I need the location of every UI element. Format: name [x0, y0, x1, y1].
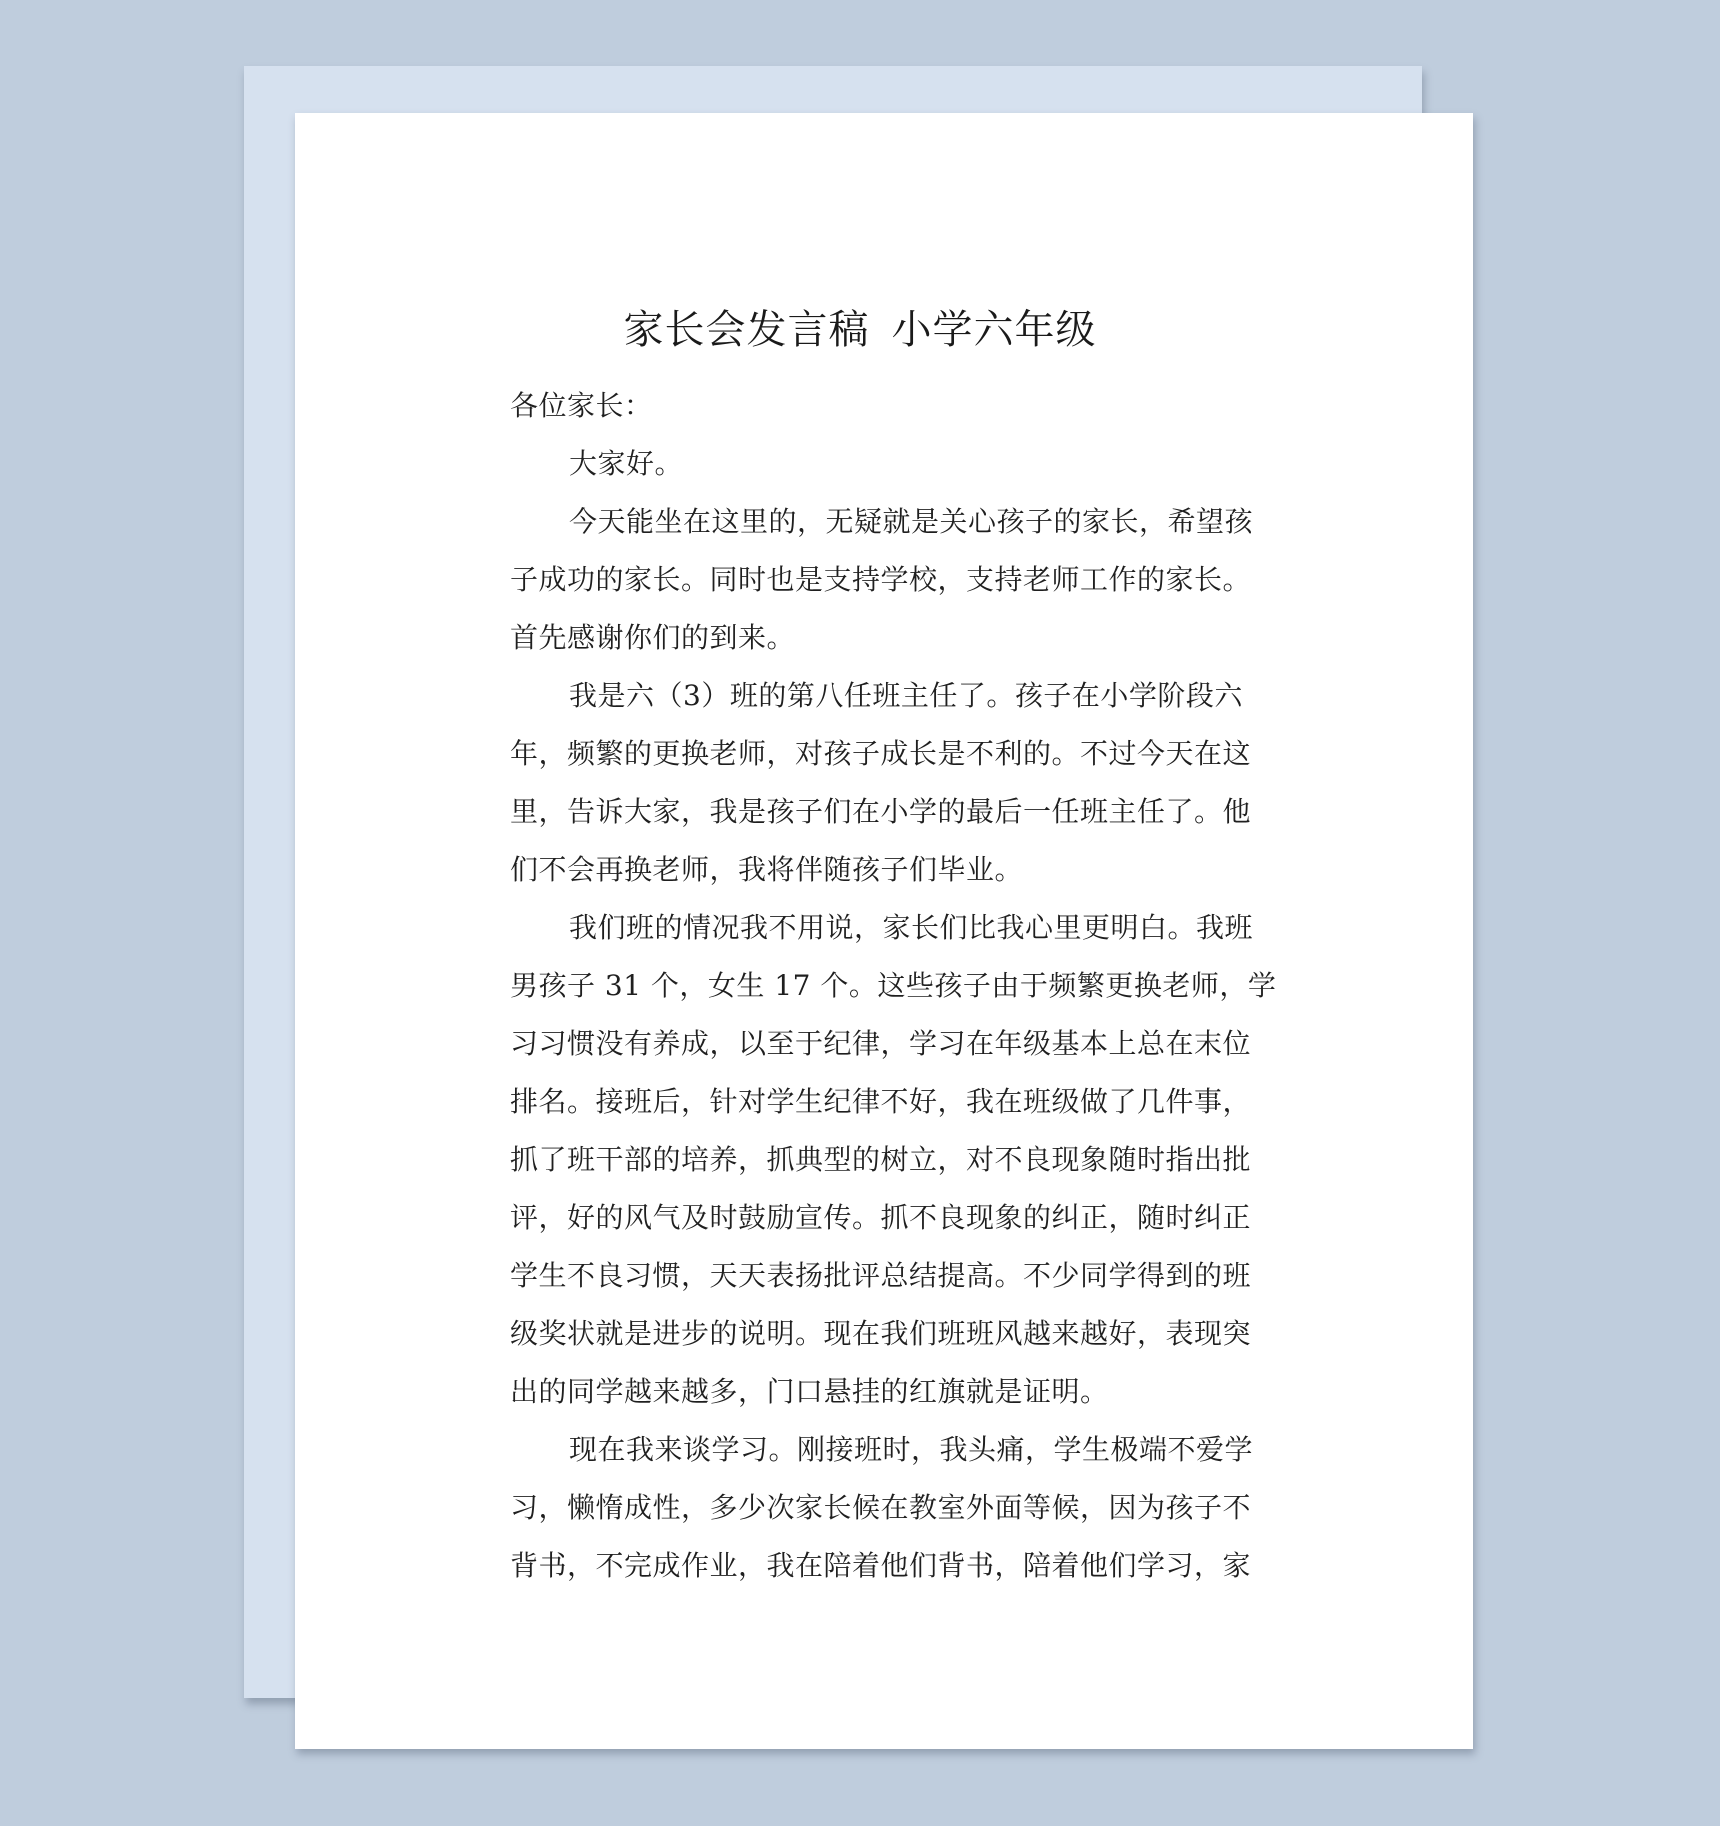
text-line: 排名。接班后，针对学生纪律不好，我在班级做了几件事， [510, 1085, 1252, 1118]
text-line: 首先感谢你们的到来。 [510, 621, 796, 654]
text-line: 今天能坐在这里的，无疑就是关心孩子的家长，希望孩 [569, 505, 1254, 538]
text-line: 级奖状就是进步的说明。现在我们班班风越来越好，表现突 [510, 1317, 1252, 1350]
text-line: 男孩子 31 个，女生 17 个。这些孩子由于频繁更换老师，学 [510, 969, 1277, 1002]
text-line: 我是六（3）班的第八任班主任了。孩子在小学阶段六 [569, 679, 1243, 712]
salutation: 各位家长： [510, 389, 653, 422]
document-body [510, 377, 1310, 1595]
text-line: 学生不良习惯，天天表扬批评总结提高。不少同学得到的班 [510, 1259, 1252, 1292]
text-line: 子成功的家长。同时也是支持学校，支持老师工作的家长。 [510, 563, 1252, 596]
document-title [0, 304, 1720, 356]
body-lines [510, 435, 1310, 1595]
text-line: 习习惯没有养成，以至于纪律，学习在年级基本上总在末位 [510, 1027, 1252, 1060]
text-line: 里，告诉大家，我是孩子们在小学的最后一任班主任了。他 [510, 795, 1252, 828]
text-line: 抓了班干部的培养，抓典型的树立，对不良现象随时指出批 [510, 1143, 1252, 1176]
document-title-sub: 小学六年级 [891, 307, 1097, 353]
text-line: 年，频繁的更换老师，对孩子成长是不利的。不过今天在这 [510, 737, 1252, 770]
text-line: 出的同学越来越多，门口悬挂的红旗就是证明。 [510, 1375, 1109, 1408]
text-line: 现在我来谈学习。刚接班时，我头痛，学生极端不爱学 [569, 1433, 1254, 1466]
document-title-main: 家长会发言稿 [623, 307, 870, 353]
text-line: 评，好的风气及时鼓励宣传。抓不良现象的纠正，随时纠正 [510, 1201, 1252, 1234]
text-line: 习，懒惰成性，多少次家长候在教室外面等候，因为孩子不 [510, 1491, 1252, 1524]
text-line: 背书，不完成作业，我在陪着他们背书，陪着他们学习，家 [510, 1549, 1252, 1582]
text-line: 大家好。 [569, 447, 684, 480]
text-line: 我们班的情况我不用说，家长们比我心里更明白。我班 [569, 911, 1254, 944]
text-line: 们不会再换老师，我将伴随孩子们毕业。 [510, 853, 1024, 886]
